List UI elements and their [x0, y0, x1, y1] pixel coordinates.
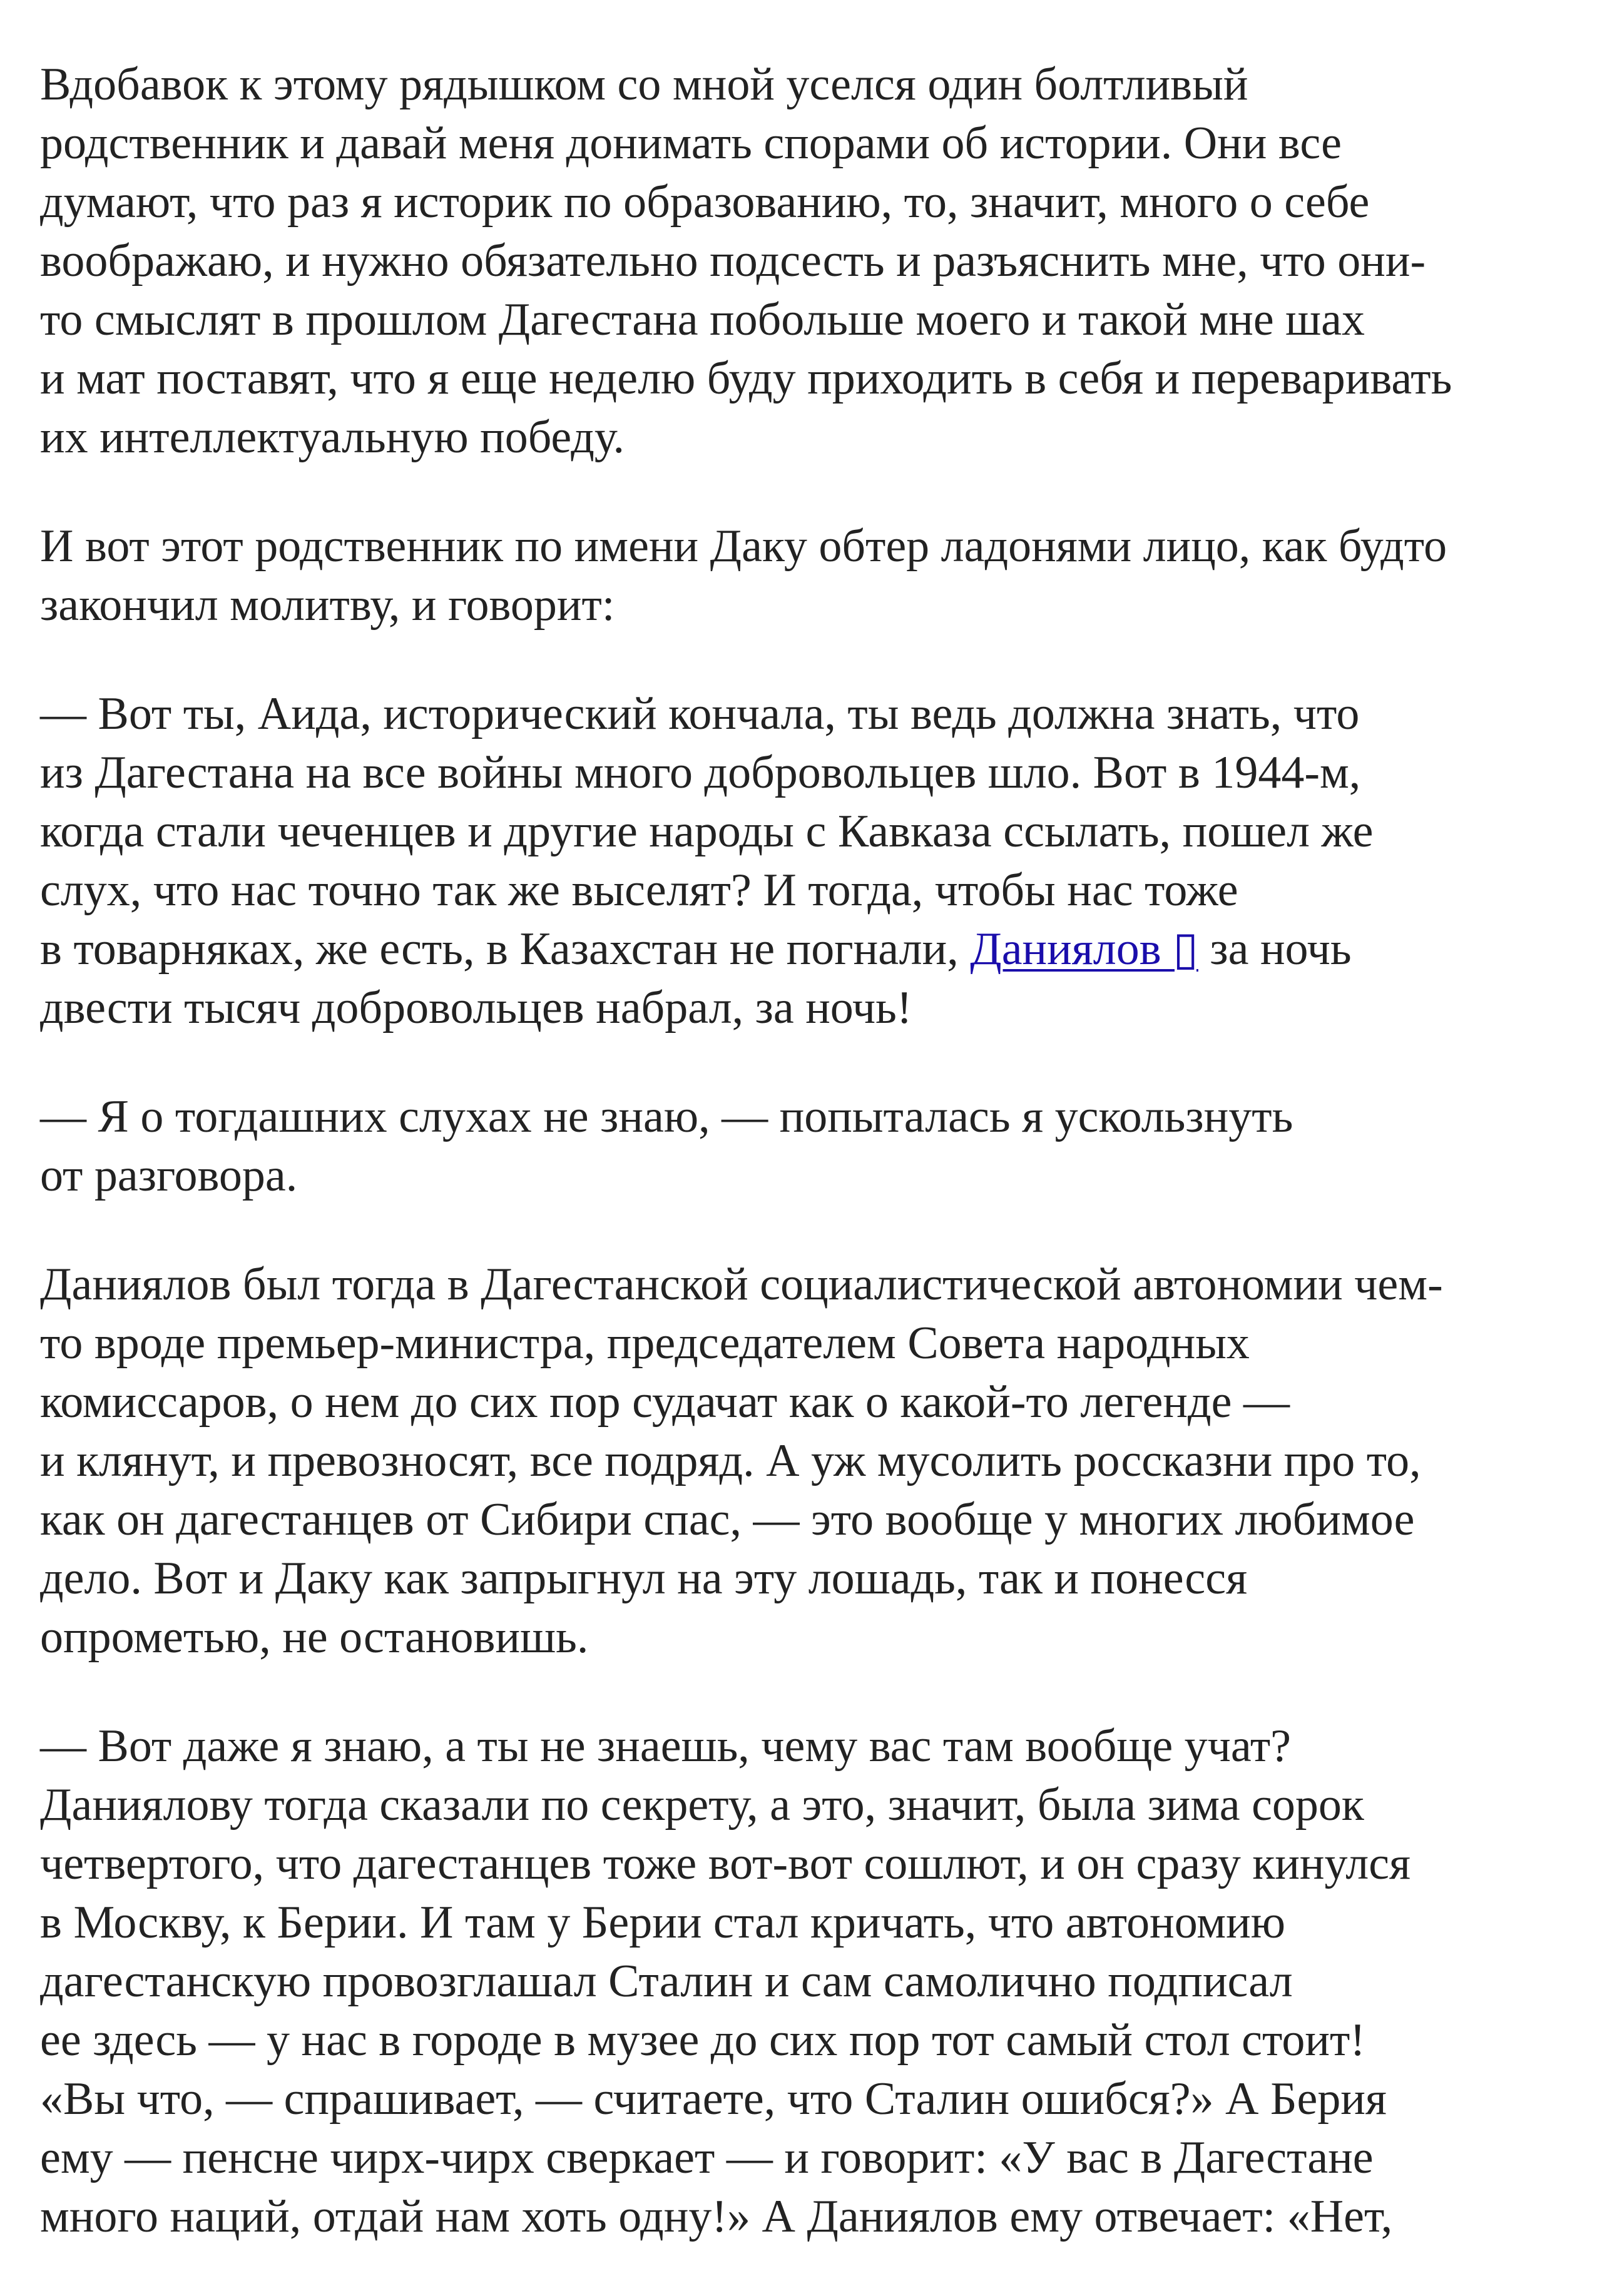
- text-line: и мат поставят, что я еще неделю буду приходить в себя и переваривать: [40, 353, 1452, 404]
- text-line: как он дагестанцев от Сибири спас, — это вообще у многих любимое: [40, 1494, 1415, 1545]
- text-line: и клянут, и превозносят, все подряд. А уж мусолить россказни про то,: [40, 1435, 1421, 1486]
- text-line: воображаю, и нужно обязательно подсесть и разъяснить мне, что они-: [40, 235, 1426, 287]
- text-line: из Дагестана на все войны много добровольцев шло. Вот в 1944-м,: [40, 747, 1361, 798]
- text-line: ему — пенсне чирх-чирх сверкает — и говорит: «У вас в Дагестане: [40, 2132, 1374, 2183]
- text-line: то смыслят в прошлом Дагестана побольше моего и такой мне шах: [40, 294, 1365, 345]
- text-line: Даниялову тогда сказали по секрету, а это, значит, была зима сорок: [40, 1779, 1364, 1831]
- text-line: дагестанскую провозглашал Сталин и сам самолично подписал: [40, 1956, 1293, 2007]
- text-line: Вдобавок к этому рядышком со мной уселся один болтливый: [40, 59, 1248, 110]
- text-line: их интеллектуальную победу.: [40, 412, 625, 463]
- paragraph-6: [40, 1717, 1592, 2246]
- text-line: закончил молитву, и говорит:: [40, 579, 615, 631]
- danialov-link[interactable]: Даниялов ▯: [970, 923, 1198, 975]
- text-line: И вот этот родственник по имени Даку обтер ладонями лицо, как будто: [40, 521, 1447, 572]
- document-page: [40, 55, 1592, 2296]
- text-line: четвертого, что дагестанцев тоже вот-вот сошлют, и он сразу кинулся: [40, 1838, 1411, 1889]
- text-line-with-link: [40, 920, 1592, 978]
- paragraph-3: [40, 684, 1592, 1037]
- text-line: в Москву, к Берии. И там у Берии стал кричать, что автономию: [40, 1897, 1286, 1948]
- text-line: ее здесь — у нас в городе в музее до сих пор тот самый стол стоит!: [40, 2014, 1365, 2066]
- text-line: много наций, отдай нам хоть одну!» А Даниялов ему отвечает: «Нет,: [40, 2191, 1393, 2242]
- link-line-before: в товарняках, же есть, в Казахстан не погнали,: [40, 923, 971, 975]
- text-line: двести тысяч добровольцев набрал, за ночь!: [40, 982, 912, 1034]
- text-line: — Я о тогдашних слухах не знаю, — попыталась я ускользнуть: [40, 1091, 1293, 1142]
- text-line: «Вы что, — спрашивает, — считаете, что Сталин ошибся?» А Берия: [40, 2073, 1387, 2125]
- text-line: — Вот ты, Аида, исторический кончала, ты ведь должна знать, что: [40, 688, 1360, 739]
- paragraph-4: [40, 1087, 1592, 1205]
- text-line: родственник и давай меня донимать спорами об истории. Они все: [40, 118, 1342, 169]
- link-line-after: за ночь: [1198, 923, 1352, 975]
- paragraph-5: [40, 1255, 1592, 1667]
- text-line: опрометью, не остановишь.: [40, 1612, 589, 1663]
- text-line: комиссаров, о нем до сих пор судачат как о какой-то легенде —: [40, 1376, 1290, 1428]
- text-line: слух, что нас точно так же выселят? И тогда, чтобы нас тоже: [40, 865, 1238, 916]
- text-line: дело. Вот и Даку как запрыгнул на эту лошадь, так и понесся: [40, 1553, 1248, 1604]
- text-line: думают, что раз я историк по образованию, то, значит, много о себе: [40, 176, 1370, 228]
- paragraph-2: [40, 517, 1592, 634]
- text-line: когда стали чеченцев и другие народы с Кавказа ссылать, пошел же: [40, 806, 1374, 857]
- paragraph-1: [40, 55, 1592, 467]
- text-line: Даниялов был тогда в Дагестанской социалистической автономии чем-: [40, 1259, 1443, 1310]
- text-line: от разговора.: [40, 1150, 298, 1201]
- text-line: то вроде премьер-министра, председателем Совета народных: [40, 1318, 1250, 1369]
- text-line: — Вот даже я знаю, а ты не знаешь, чему вас там вообще учат?: [40, 1720, 1292, 1772]
